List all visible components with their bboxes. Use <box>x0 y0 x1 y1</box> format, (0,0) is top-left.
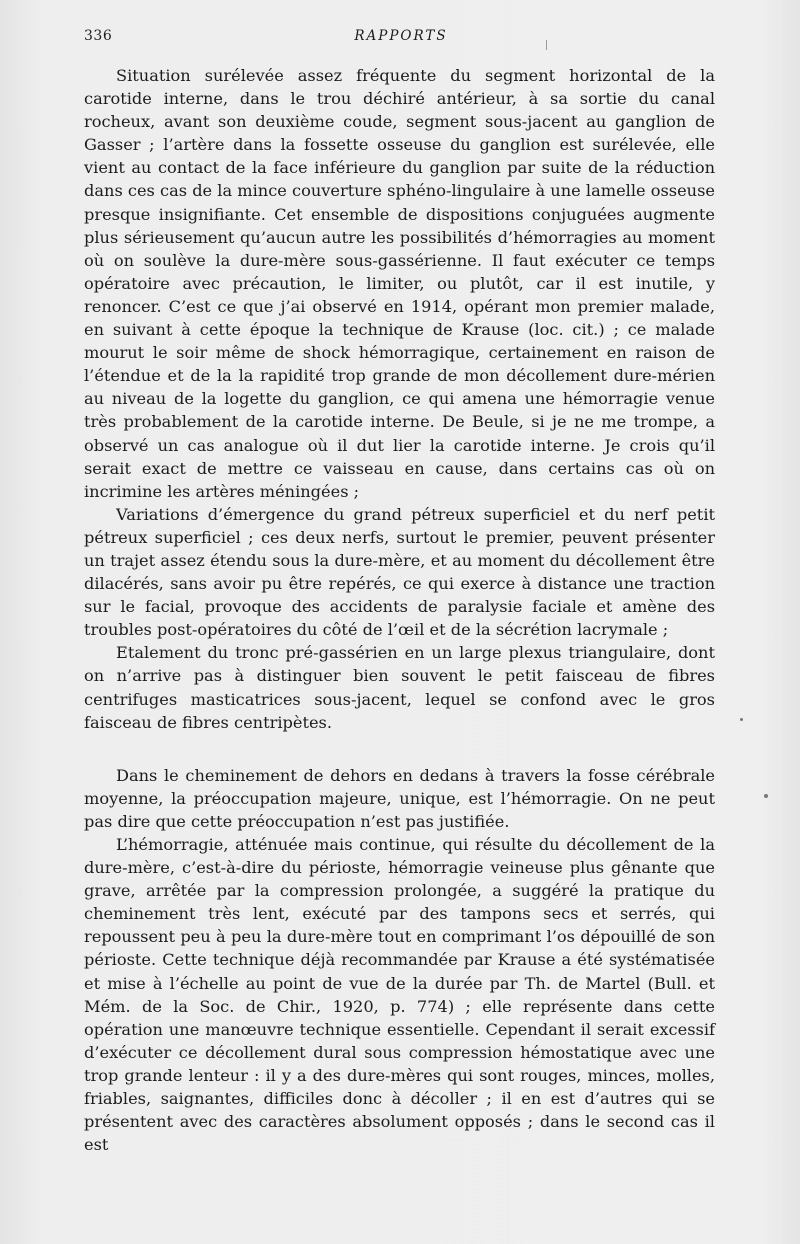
section-gap <box>84 734 715 764</box>
paragraph-pregasserian-trunk: Etalement du tronc pré-gassérien en un large plexus triangulaire, dont on n’arrive pas à distinguer bien souvent le petit faisceau de fibres centrifuges masticatrices sous-jacent, lequel se confond avec le gros faisceau de fibres centripètes. <box>84 643 715 732</box>
scan-speck <box>764 794 768 798</box>
page-number: 336 <box>84 28 113 44</box>
scan-mark <box>546 40 547 50</box>
paragraph-petrosal-nerves: Variations d’émergence du grand pétreux superficiel et du nerf petit pétreux superficiel ; ces deux nerfs, surtout le premier, peuvent présenter un trajet assez étendu sous la dure-mère, et au moment du décollement être dilacérés, sans avoir pu être repérés, ce qui exerce à distance une traction sur le facial, provoque des accidents de paralysie faciale et amène des troubles post-opératoires du côté de l’œil et de la sécrétion lacrymale ; <box>84 504 715 640</box>
paragraph-carotid-situation: Situation surélevée assez fréquente du segment horizontal de la carotide interne, dans le trou déchiré antérieur, à sa sortie du canal rocheux, avant son deuxième coude, segment sous-jacent au ganglion de Gasser ; l’artère dans la fossette osseuse du ganglion est surélevée, elle vient au contact de la face inférieure du ganglion par suite de la réduction dans ces cas de la mince couverture sphéno-lingulaire à une lamelle osseuse presque insignifiante. Cet ensemble de dispositions conjuguées augmente plus sérieusement qu’aucun autre les possibilités d’hémorragies au moment où on soulève la dure-mère sous-gassérienne. Il faut exécuter ce temps opératoire avec précaution, le limiter, ou plutôt, car il est inutile, y renoncer. C’est ce que j’ai observé en 1914, opérant mon premier malade, en suivant à cette époque la technique de Krause (loc. cit.) ; ce malade mourut le soir même de shock hémorragique, certainement en raison de l’étendue et de la la rapidité trop grande de mon décollement dure-mérien au niveau de la logette du ganglion, ce qui amena une hémorragie venue très probablement de la carotide interne. De Beule, si je ne me trompe, a observé un cas analogue où il dut lier la carotide interne. Je crois qu’il serait exact de mettre ce vaisseau en cause, dans certains cas où on incrimine les artères méningées ; <box>84 66 715 501</box>
page-header <box>84 28 718 50</box>
paragraph-hemorrhage-concern: Dans le cheminement de dehors en dedans à travers la fosse cérébrale moyenne, la préoccupation majeure, unique, est l’hémorragie. On ne peut pas dire que cette préoccupation n’est pas justifiée. <box>84 765 715 831</box>
scan-speck <box>740 718 743 721</box>
paragraph-hemorrhage-technique: L’hémorragie, atténuée mais continue, qui résulte du décollement de la dure-mère, c’est-à-dire du périoste, hémorragie veineuse plus gênante que grave, arrêtée par la compression prolongée, a suggéré la pratique du cheminement très lent, exécuté par des tampons secs et serrés, qui repoussent peu à peu la dure-mère tout en comprimant l’os dépouillé de son périoste. Cette technique déjà recommandée par Krause a été systématisée et mise à l’échelle au point de vue de la durée par Th. de Martel (Bull. et Mém. de la Soc. de Chir., 1920, p. 774) ; elle représente dans cette opération une manœuvre technique essentielle. Cependant il serait excessif d’exécuter ce décollement dural sous compression hémostatique avec une trop grande lenteur : il y a des dure-mères qui sont rouges, minces, molles, friables, saignantes, difficiles donc à décoller ; il en est d’autres qui se présentent avec des caractères absolument opposés ; dans le second cas il est <box>84 835 715 1155</box>
body-text <box>84 64 715 1156</box>
running-head: RAPPORTS <box>354 28 448 44</box>
